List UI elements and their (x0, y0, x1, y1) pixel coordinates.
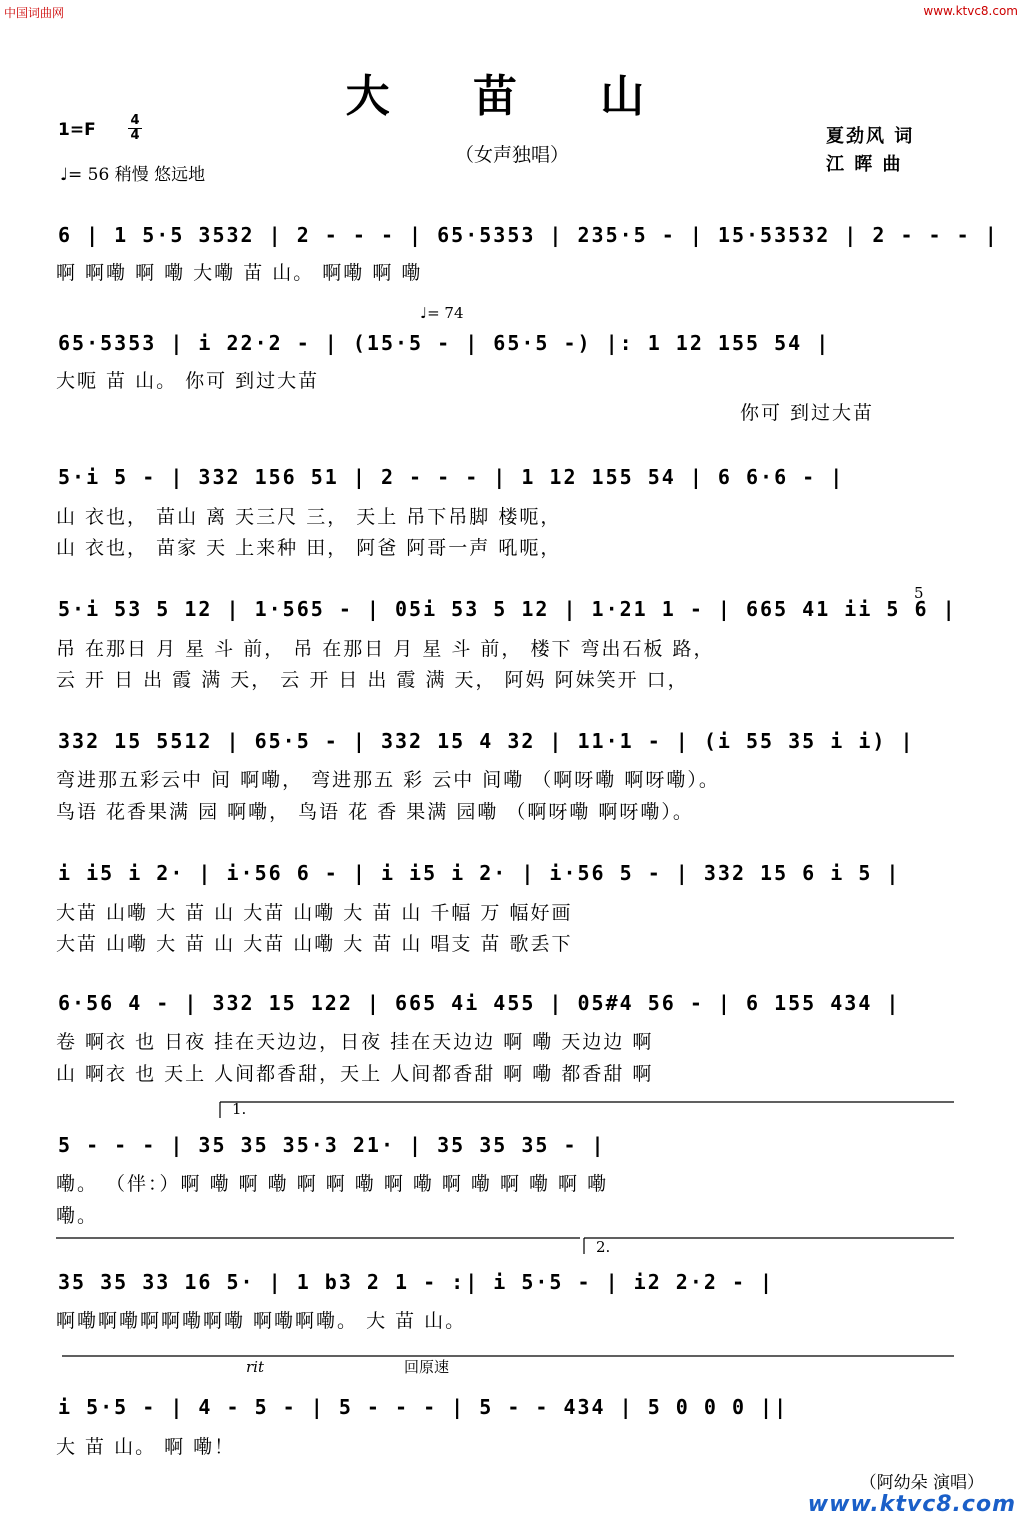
lyric-row-8a: 嘞。 （伴：）啊 嘞 啊 嘞 啊 啊 嘞 啊 嘞 啊 嘞 啊 嘞 啊 嘞 (56, 1173, 609, 1195)
lyric-row-9a: 啊嘞啊嘞啊啊嘞啊嘞 啊嘞啊嘞。 大 苗 山。 (56, 1310, 467, 1332)
notation-row-7: 6·56 4 - | 332 15 122 | 665 4i 455 | 05#4 56 - | 6 155 434 | (58, 991, 901, 1015)
time-top: 4 (130, 113, 140, 128)
tempo-marking: ♩= 56 稍慢 悠远地 (60, 165, 206, 185)
lyric-row-7a: 卷 啊衣 也 日夜 挂在天边边，日夜 挂在天边边 啊 嘞 天边边 啊 (56, 1031, 654, 1053)
volta-2-label: 2. (596, 1238, 611, 1256)
grace-note: 5 (914, 584, 924, 602)
lyric-row-5b: 鸟语 花香果满 园 啊嘞， 鸟语 花 香 果满 园嘞 （啊呀嘞 啊呀嘞）。 (56, 801, 694, 823)
key-signature: 1=F (58, 120, 96, 140)
performer-credit: （阿幼朵 演唱） (859, 1473, 984, 1493)
lyric-row-6b: 大苗 山嘞 大 苗 山 大苗 山嘞 大 苗 山 唱支 苗 歌丢下 (56, 933, 573, 955)
a-tempo-mark: 回原速 (404, 1358, 450, 1376)
lyricist-credit: 夏劲风 词 (826, 126, 915, 147)
lyric-row-2a: 大呃 苗 山。 你可 到过大苗 (56, 370, 320, 392)
lyric-row-7b: 山 啊衣 也 天上 人间都香甜，天上 人间都香甜 啊 嘞 都香甜 啊 (56, 1063, 654, 1085)
notation-row-9: 35 35 33 16 5· | 1 b3 2 1 - :| i 5·5 - | i2 2·2 - | (58, 1270, 775, 1294)
volta-1-label: 1. (232, 1100, 247, 1118)
site-url-right[interactable]: www.ktvc8.com (923, 4, 1018, 18)
notation-row-2: 65·5353 | i 22·2 - | (15·5 - | 65·5 -) |: 1 12 155 54 | (58, 331, 831, 355)
lyric-row-10a: 大 苗 山。 啊 嘞！ (56, 1436, 236, 1458)
lyric-row-4b: 云 开 日 出 霞 满 天， 云 开 日 出 霞 满 天， 阿妈 阿妹笑开 口， (56, 669, 689, 691)
notation-row-8: 5 - - - | 35 35 35·3 21· | 35 35 35 - | (58, 1133, 606, 1157)
lyric-row-4a: 吊 在那日 月 星 斗 前， 吊 在那日 月 星 斗 前， 楼下 弯出石板 路， (56, 638, 715, 660)
notation-row-5: 332 15 5512 | 65·5 - | 332 15 4 32 | 11·1 - | (i 55 35 i i) | (58, 729, 915, 753)
composer-credit: 江 晖 曲 (826, 154, 903, 175)
notation-row-10: i 5·5 - | 4 - 5 - | 5 - - - | 5 - - 434 | 5 0 0 0 || (58, 1395, 789, 1419)
song-subtitle: （女声独唱） (454, 144, 569, 166)
notation-row-6: i i5 i 2· | i·56 6 - | i i5 i 2· | i·56 5 - | 332 15 6 i 5 | (58, 861, 901, 885)
lyric-row-2b: 你可 到过大苗 (740, 402, 875, 424)
notation-row-3: 5·i 5 - | 332 156 51 | 2 - - - | 1 12 155 54 | 6 6·6 - | (58, 465, 845, 489)
time-bottom: 4 (130, 128, 140, 143)
lyric-row-8b: 嘞。 (56, 1205, 99, 1227)
ritardando-mark: rit (246, 1358, 264, 1376)
lyric-row-5a: 弯进那五彩云中 间 啊嘞， 弯进那五 彩 云中 间嘞 （啊呀嘞 啊呀嘞）。 (56, 769, 720, 791)
lyric-row-3a: 山 衣也， 苗山 离 天三尺 三， 天上 吊下吊脚 楼呃， (56, 506, 562, 528)
site-logo-left[interactable]: 中国词曲网 (4, 6, 65, 20)
lyric-row-1a: 啊 啊嘞 啊 嘞 大嘞 苗 山。 啊嘞 啊 嘞 (56, 262, 423, 284)
song-title: 大 苗 山 (345, 71, 679, 122)
notation-row-4: 5·i 53 5 12 | 1·565 - | 05i 53 5 12 | 1·21 1 - | 665 41 ii 5 6 | (58, 597, 957, 621)
tempo-change: ♩= 74 (420, 304, 464, 322)
notation-row-1: 6 | 1 5·5 3532 | 2 - - - | 65·5353 | 235·5 - | 15·53532 | 2 - - - | (58, 223, 999, 247)
watermark[interactable]: www.ktvc8.com (807, 1492, 1016, 1517)
lyric-row-3b: 山 衣也， 苗家 天 上来种 田， 阿爸 阿哥一声 吼呃， (56, 537, 562, 559)
lyric-row-6a: 大苗 山嘞 大 苗 山 大苗 山嘞 大 苗 山 千幅 万 幅好画 (56, 902, 573, 924)
